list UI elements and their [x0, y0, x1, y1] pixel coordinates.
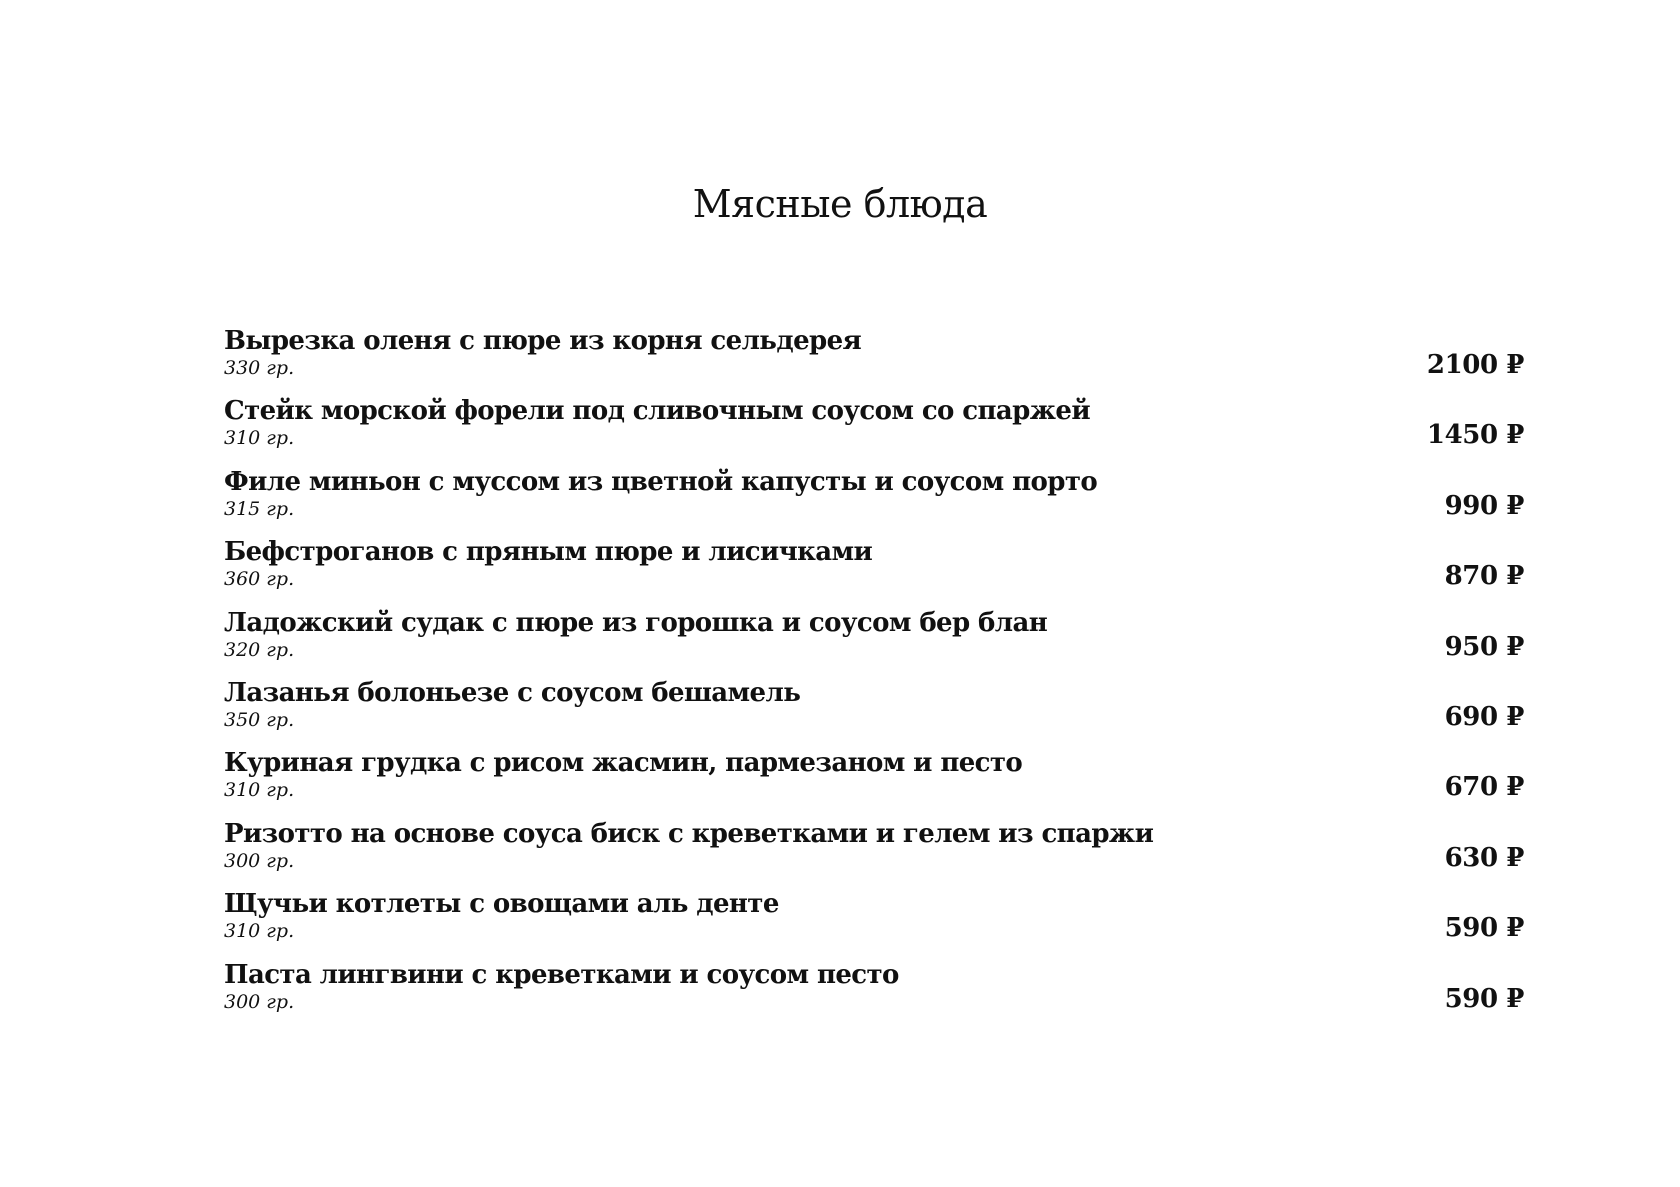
- dish-price: 690 ₽: [1444, 701, 1524, 732]
- dish-weight: 310 гр.: [224, 427, 295, 450]
- dish-weight: 310 гр.: [224, 920, 295, 943]
- menu-item: [224, 320, 1524, 390]
- dish-price: 2100 ₽: [1426, 350, 1524, 380]
- dish-weight: 320 гр.: [224, 638, 295, 661]
- dish-price: 1450 ₽: [1426, 420, 1524, 451]
- dish-name: Стейк морской форели под сливочным соусом со спаржей: [224, 396, 1091, 427]
- dish-weight: 300 гр.: [224, 990, 295, 1013]
- page-title: Мясные блюда: [692, 182, 988, 226]
- menu-item: [224, 883, 1524, 953]
- dish-weight: 310 гр.: [224, 779, 295, 802]
- menu-item: [224, 954, 1524, 1024]
- dish-name: Филе миньон с муссом из цветной капусты и соусом порто: [224, 466, 1098, 497]
- menu-item: [224, 813, 1524, 883]
- menu-item: [224, 742, 1524, 812]
- dish-weight: 300 гр.: [224, 849, 295, 872]
- dish-price: 990 ₽: [1444, 490, 1524, 521]
- menu-list: [224, 320, 1524, 1024]
- dish-weight: 350 гр.: [224, 708, 295, 731]
- menu-item: [224, 672, 1524, 742]
- dish-name: Ризотто на основе соуса биск с креветками и гелем из спаржи: [224, 818, 1154, 849]
- dish-name: Лазанья болоньезе с соусом бешамель: [224, 677, 801, 708]
- menu-item: [224, 390, 1524, 460]
- dish-price: 950 ₽: [1444, 631, 1524, 662]
- dish-weight: 315 гр.: [224, 497, 295, 520]
- dish-name: Ладожский судак с пюре из горошка и соусом бер блан: [224, 607, 1048, 638]
- dish-name: Бефстроганов с пряным пюре и лисичками: [224, 537, 873, 568]
- dish-name: Куриная грудка с рисом жасмин, пармезаном и песто: [224, 748, 1023, 779]
- dish-name: Вырезка оленя с пюре из корня сельдерея: [224, 326, 862, 356]
- menu-item: [224, 531, 1524, 601]
- menu-item: [224, 602, 1524, 672]
- menu-item: [224, 461, 1524, 531]
- dish-name: Паста лингвини с креветками и соусом песто: [224, 959, 899, 990]
- dish-price: 630 ₽: [1444, 842, 1524, 873]
- dish-price: 590 ₽: [1444, 913, 1524, 944]
- dish-price: 870 ₽: [1444, 561, 1524, 592]
- dish-price: 670 ₽: [1444, 772, 1524, 803]
- dish-name: Щучьи котлеты с овощами аль денте: [224, 889, 779, 920]
- dish-weight: 360 гр.: [224, 568, 295, 591]
- dish-price: 590 ₽: [1444, 983, 1524, 1014]
- dish-weight: 330 гр.: [224, 357, 295, 379]
